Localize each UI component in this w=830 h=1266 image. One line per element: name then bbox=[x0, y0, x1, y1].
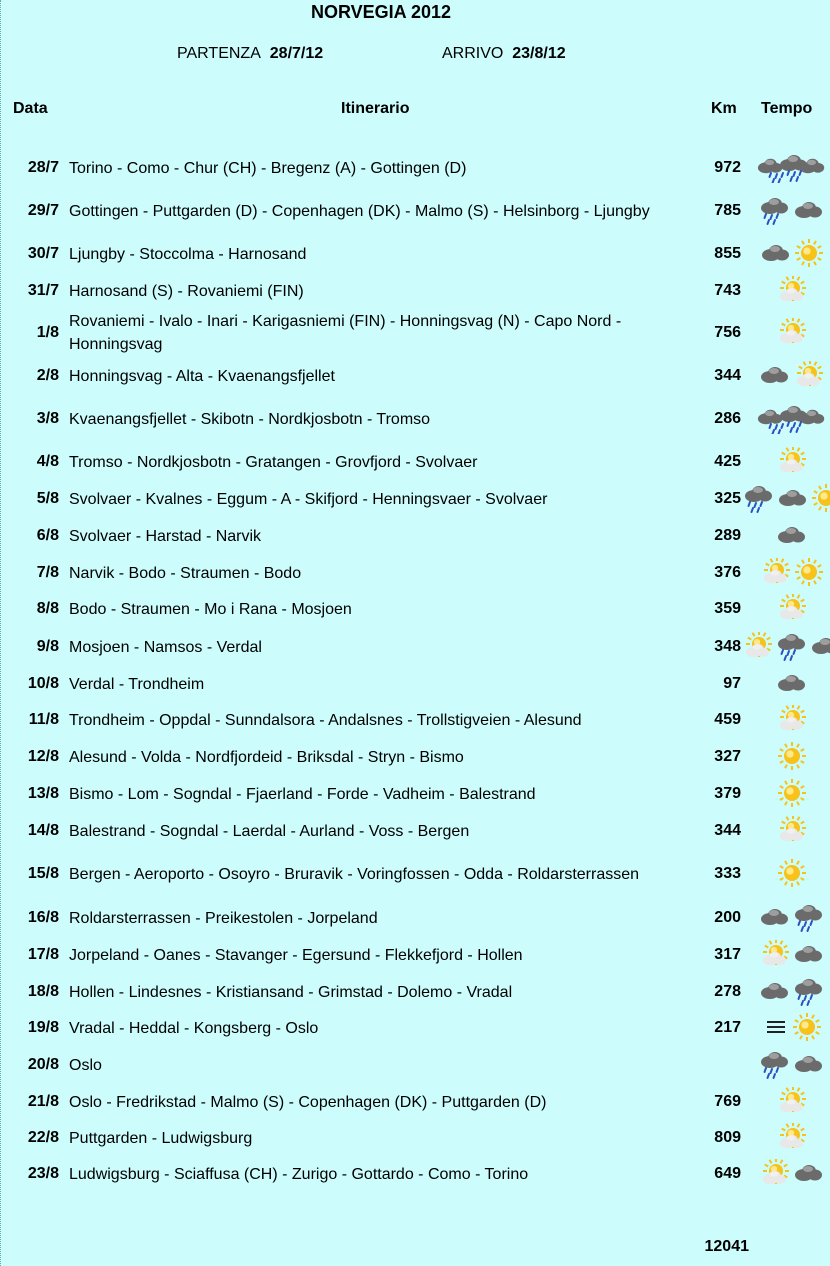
row-date: 16/8 bbox=[27, 909, 59, 926]
cloud-rain-group-icon bbox=[757, 404, 827, 434]
row-weather bbox=[753, 667, 830, 701]
row-date: 4/8 bbox=[36, 453, 59, 470]
row-itinerary: Bergen - Aeroporto - Osoyro - Bruravik - Voringfossen - Odda - Roldarsterrassen bbox=[69, 865, 640, 883]
row-weather bbox=[753, 703, 830, 737]
row-weather bbox=[753, 151, 830, 185]
row-km: 200 bbox=[714, 909, 741, 926]
row-date: 31/7 bbox=[27, 282, 59, 299]
row-date: 9/8 bbox=[36, 638, 59, 655]
row-itinerary: Gottingen - Puttgarden (D) - Copenhagen (DK) - Malmo (S) - Helsinborg - Ljungby bbox=[69, 202, 650, 220]
table-row bbox=[1, 740, 830, 774]
table-row bbox=[1, 1011, 830, 1045]
row-date: 8/8 bbox=[36, 600, 59, 617]
sun-icon bbox=[778, 859, 806, 889]
row-km: 217 bbox=[714, 1019, 741, 1036]
rain-cloud-icon bbox=[794, 977, 824, 1007]
table-row bbox=[1, 359, 830, 393]
row-itinerary: Bodo - Straumen - Mo i Rana - Mosjoen bbox=[69, 600, 352, 618]
row-weather bbox=[753, 556, 830, 590]
partly-cloudy-icon bbox=[794, 361, 824, 391]
rain-cloud-icon bbox=[760, 1050, 790, 1080]
row-weather bbox=[753, 1121, 830, 1155]
row-weather bbox=[753, 187, 830, 235]
row-date: 12/8 bbox=[27, 748, 59, 765]
row-km: 97 bbox=[723, 675, 741, 692]
partly-cloudy-icon bbox=[777, 318, 807, 348]
row-km: 809 bbox=[714, 1129, 741, 1146]
row-km: 289 bbox=[714, 527, 741, 544]
row-weather bbox=[753, 850, 830, 898]
row-itinerary: Hollen - Lindesnes - Kristiansand - Grimstad - Dolemo - Vradal bbox=[69, 983, 513, 1001]
table-row bbox=[1, 445, 830, 479]
row-itinerary: Vradal - Heddal - Kongsberg - Oslo bbox=[69, 1019, 319, 1037]
row-km: 376 bbox=[714, 564, 741, 581]
row-date: 30/7 bbox=[27, 245, 59, 262]
fog-icon bbox=[763, 1013, 789, 1043]
partly-cloudy-icon bbox=[777, 276, 807, 306]
row-weather bbox=[753, 901, 830, 935]
row-weather bbox=[753, 274, 830, 308]
rain-cloud-icon bbox=[744, 484, 774, 514]
row-itinerary: Tromso - Nordkjosbotn - Gratangen - Grovfjord - Svolvaer bbox=[69, 453, 478, 471]
row-date: 15/8 bbox=[27, 865, 59, 882]
row-itinerary: Kvaenangsfjellet - Skibotn - Nordkjosbotn - Tromso bbox=[69, 410, 431, 428]
cloud-icon bbox=[777, 521, 807, 551]
partly-cloudy-icon bbox=[743, 632, 773, 662]
table-row bbox=[1, 938, 830, 972]
row-km: 317 bbox=[714, 946, 741, 963]
row-km: 344 bbox=[714, 367, 741, 384]
row-date: 29/7 bbox=[27, 202, 59, 219]
row-itinerary: Balestrand - Sogndal - Laerdal - Aurland - Voss - Bergen bbox=[69, 822, 470, 840]
row-weather bbox=[753, 519, 830, 553]
table-row bbox=[1, 1157, 830, 1191]
sun-icon bbox=[778, 779, 806, 809]
partly-cloudy-icon bbox=[777, 1123, 807, 1153]
total-km: 12041 bbox=[704, 1238, 749, 1255]
row-km: 333 bbox=[714, 865, 741, 882]
table-row bbox=[1, 814, 830, 848]
partly-cloudy-icon bbox=[777, 705, 807, 735]
row-date: 13/8 bbox=[27, 785, 59, 802]
rain-cloud-icon bbox=[777, 632, 807, 662]
row-itinerary: Honningsvag - Alta - Kvaenangsfjellet bbox=[69, 367, 335, 385]
row-km: 769 bbox=[714, 1093, 741, 1110]
row-itinerary: Ludwigsburg - Sciaffusa (CH) - Zurigo - Gottardo - Como - Torino bbox=[69, 1165, 529, 1183]
row-weather bbox=[753, 237, 830, 271]
row-itinerary: Narvik - Bodo - Straumen - Bodo bbox=[69, 564, 302, 582]
rain-cloud-icon bbox=[760, 196, 790, 226]
table-row bbox=[1, 274, 830, 308]
table-row bbox=[1, 850, 830, 898]
row-date: 21/8 bbox=[27, 1093, 59, 1110]
row-km: 972 bbox=[714, 159, 741, 176]
row-weather bbox=[753, 1085, 830, 1119]
row-itinerary: Rovaniemi - Ivalo - Inari - Karigasniemi (FIN) - Honningsvag (N) - Capo Nord - Honningsvag bbox=[69, 313, 622, 353]
row-weather bbox=[753, 309, 830, 357]
row-date: 7/8 bbox=[36, 564, 59, 581]
row-km: 344 bbox=[714, 822, 741, 839]
table-row bbox=[1, 975, 830, 1009]
row-itinerary: Oslo bbox=[69, 1056, 102, 1074]
row-km: 425 bbox=[714, 453, 741, 470]
departure bbox=[177, 45, 323, 63]
table-row bbox=[1, 703, 830, 737]
row-km: 359 bbox=[714, 600, 741, 617]
row-weather bbox=[753, 814, 830, 848]
row-weather bbox=[753, 445, 830, 479]
partly-cloudy-icon bbox=[761, 558, 791, 588]
row-itinerary: Jorpeland - Oanes - Stavanger - Egersund - Flekkefjord - Hollen bbox=[69, 946, 523, 964]
row-weather bbox=[753, 777, 830, 811]
departure-value: 28/7/12 bbox=[269, 45, 324, 62]
rain-cloud-icon bbox=[794, 903, 824, 933]
departure-label: PARTENZA bbox=[177, 45, 261, 62]
table-row bbox=[1, 1121, 830, 1155]
cloud-icon bbox=[794, 1159, 824, 1189]
row-km: 743 bbox=[714, 282, 741, 299]
row-date: 14/8 bbox=[27, 822, 59, 839]
cloud-icon bbox=[760, 903, 790, 933]
row-km: 649 bbox=[714, 1165, 741, 1182]
table-row bbox=[1, 901, 830, 935]
row-weather bbox=[753, 482, 830, 516]
row-date: 20/8 bbox=[27, 1056, 59, 1073]
row-km: 327 bbox=[714, 748, 741, 765]
row-km: 325 bbox=[714, 490, 741, 507]
row-itinerary: Torino - Como - Chur (CH) - Bregenz (A) - Gottingen (D) bbox=[69, 159, 467, 177]
row-date: 1/8 bbox=[36, 324, 59, 341]
partly-cloudy-icon bbox=[777, 1087, 807, 1117]
sun-icon bbox=[793, 1013, 821, 1043]
row-itinerary: Svolvaer - Kvalnes - Eggum - A - Skifjord - Henningsvaer - Svolvaer bbox=[69, 490, 548, 508]
row-weather bbox=[753, 630, 830, 664]
row-weather bbox=[753, 1157, 830, 1191]
table-row bbox=[1, 630, 830, 664]
partly-cloudy-icon bbox=[760, 1159, 790, 1189]
sun-icon bbox=[795, 239, 823, 269]
cloud-icon bbox=[794, 940, 824, 970]
row-itinerary: Oslo - Fredrikstad - Malmo (S) - Copenhagen (DK) - Puttgarden (D) bbox=[69, 1093, 547, 1111]
row-km: 286 bbox=[714, 410, 741, 427]
row-itinerary: Svolvaer - Harstad - Narvik bbox=[69, 527, 262, 545]
row-itinerary: Verdal - Trondheim bbox=[69, 675, 205, 693]
page-title: NORVEGIA 2012 bbox=[310, 2, 452, 22]
cloud-icon bbox=[761, 239, 791, 269]
row-date: 2/8 bbox=[36, 367, 59, 384]
row-date: 18/8 bbox=[27, 983, 59, 1000]
row-km: 459 bbox=[714, 711, 741, 728]
row-date: 5/8 bbox=[36, 490, 59, 507]
table-row bbox=[1, 519, 830, 553]
row-km: 785 bbox=[714, 202, 741, 219]
row-date: 11/8 bbox=[28, 711, 59, 728]
header-itinerary: Itinerario bbox=[341, 100, 410, 117]
row-weather bbox=[753, 359, 830, 393]
table-row bbox=[1, 237, 830, 271]
row-itinerary: Harnosand (S) - Rovaniemi (FIN) bbox=[69, 282, 304, 300]
row-weather bbox=[753, 592, 830, 626]
row-itinerary: Roldarsterrassen - Preikestolen - Jorpeland bbox=[69, 909, 378, 927]
partly-cloudy-icon bbox=[760, 940, 790, 970]
cloud-icon bbox=[794, 196, 824, 226]
row-itinerary: Mosjoen - Namsos - Verdal bbox=[69, 638, 262, 656]
row-itinerary: Bismo - Lom - Sogndal - Fjaerland - Forde - Vadheim - Balestrand bbox=[69, 785, 536, 803]
row-date: 17/8 bbox=[27, 946, 59, 963]
table-row bbox=[1, 777, 830, 811]
sun-icon bbox=[812, 484, 830, 514]
row-date: 22/8 bbox=[27, 1129, 59, 1146]
row-itinerary: Ljungby - Stoccolma - Harnosand bbox=[69, 245, 307, 263]
header-date: Data bbox=[13, 100, 48, 117]
row-weather bbox=[753, 975, 830, 1009]
table-row bbox=[1, 1048, 830, 1082]
partly-cloudy-icon bbox=[777, 447, 807, 477]
row-km: 379 bbox=[714, 785, 741, 802]
table-row bbox=[1, 151, 830, 185]
row-weather bbox=[753, 1048, 830, 1082]
row-date: 10/8 bbox=[27, 675, 59, 692]
row-date: 19/8 bbox=[27, 1019, 59, 1036]
arrival-value: 23/8/12 bbox=[512, 45, 566, 62]
table-row bbox=[1, 309, 830, 357]
row-weather bbox=[753, 740, 830, 774]
row-km: 348 bbox=[714, 638, 741, 655]
table-row bbox=[1, 667, 830, 701]
table-row bbox=[1, 187, 830, 235]
row-date: 6/8 bbox=[36, 527, 59, 544]
row-date: 23/8 bbox=[27, 1165, 59, 1182]
partly-cloudy-icon bbox=[777, 594, 807, 624]
table-row bbox=[1, 1085, 830, 1119]
row-itinerary: Alesund - Volda - Nordfjordeid - Briksdal - Stryn - Bismo bbox=[69, 748, 464, 766]
row-km bbox=[691, 1048, 741, 1082]
sun-icon bbox=[795, 558, 823, 588]
row-km: 278 bbox=[714, 983, 741, 1000]
header-weather: Tempo bbox=[761, 100, 813, 117]
row-weather bbox=[753, 1011, 830, 1045]
header-km: Km bbox=[711, 100, 737, 117]
row-itinerary: Trondheim - Oppdal - Sunndalsora - Andalsnes - Trollstigveien - Alesund bbox=[69, 711, 582, 729]
table-row bbox=[1, 556, 830, 590]
cloud-icon bbox=[811, 632, 830, 662]
row-km: 756 bbox=[714, 324, 741, 341]
table-row bbox=[1, 402, 830, 436]
cloud-icon bbox=[778, 484, 808, 514]
cloud-icon bbox=[794, 1050, 824, 1080]
row-weather bbox=[753, 402, 830, 436]
table-row bbox=[1, 592, 830, 626]
cloud-icon bbox=[760, 977, 790, 1007]
row-weather bbox=[753, 938, 830, 972]
sun-icon bbox=[778, 742, 806, 772]
cloud-icon bbox=[760, 361, 790, 391]
row-itinerary: Puttgarden - Ludwigsburg bbox=[69, 1129, 253, 1147]
arrival-label: ARRIVO bbox=[442, 45, 504, 62]
row-date: 28/7 bbox=[27, 159, 59, 176]
cloud-icon bbox=[777, 669, 807, 699]
row-date: 3/8 bbox=[36, 410, 59, 427]
cloud-rain-group-icon bbox=[757, 153, 827, 183]
row-km: 855 bbox=[714, 245, 741, 262]
arrival bbox=[442, 45, 566, 63]
partly-cloudy-icon bbox=[777, 816, 807, 846]
table-row bbox=[1, 482, 830, 516]
